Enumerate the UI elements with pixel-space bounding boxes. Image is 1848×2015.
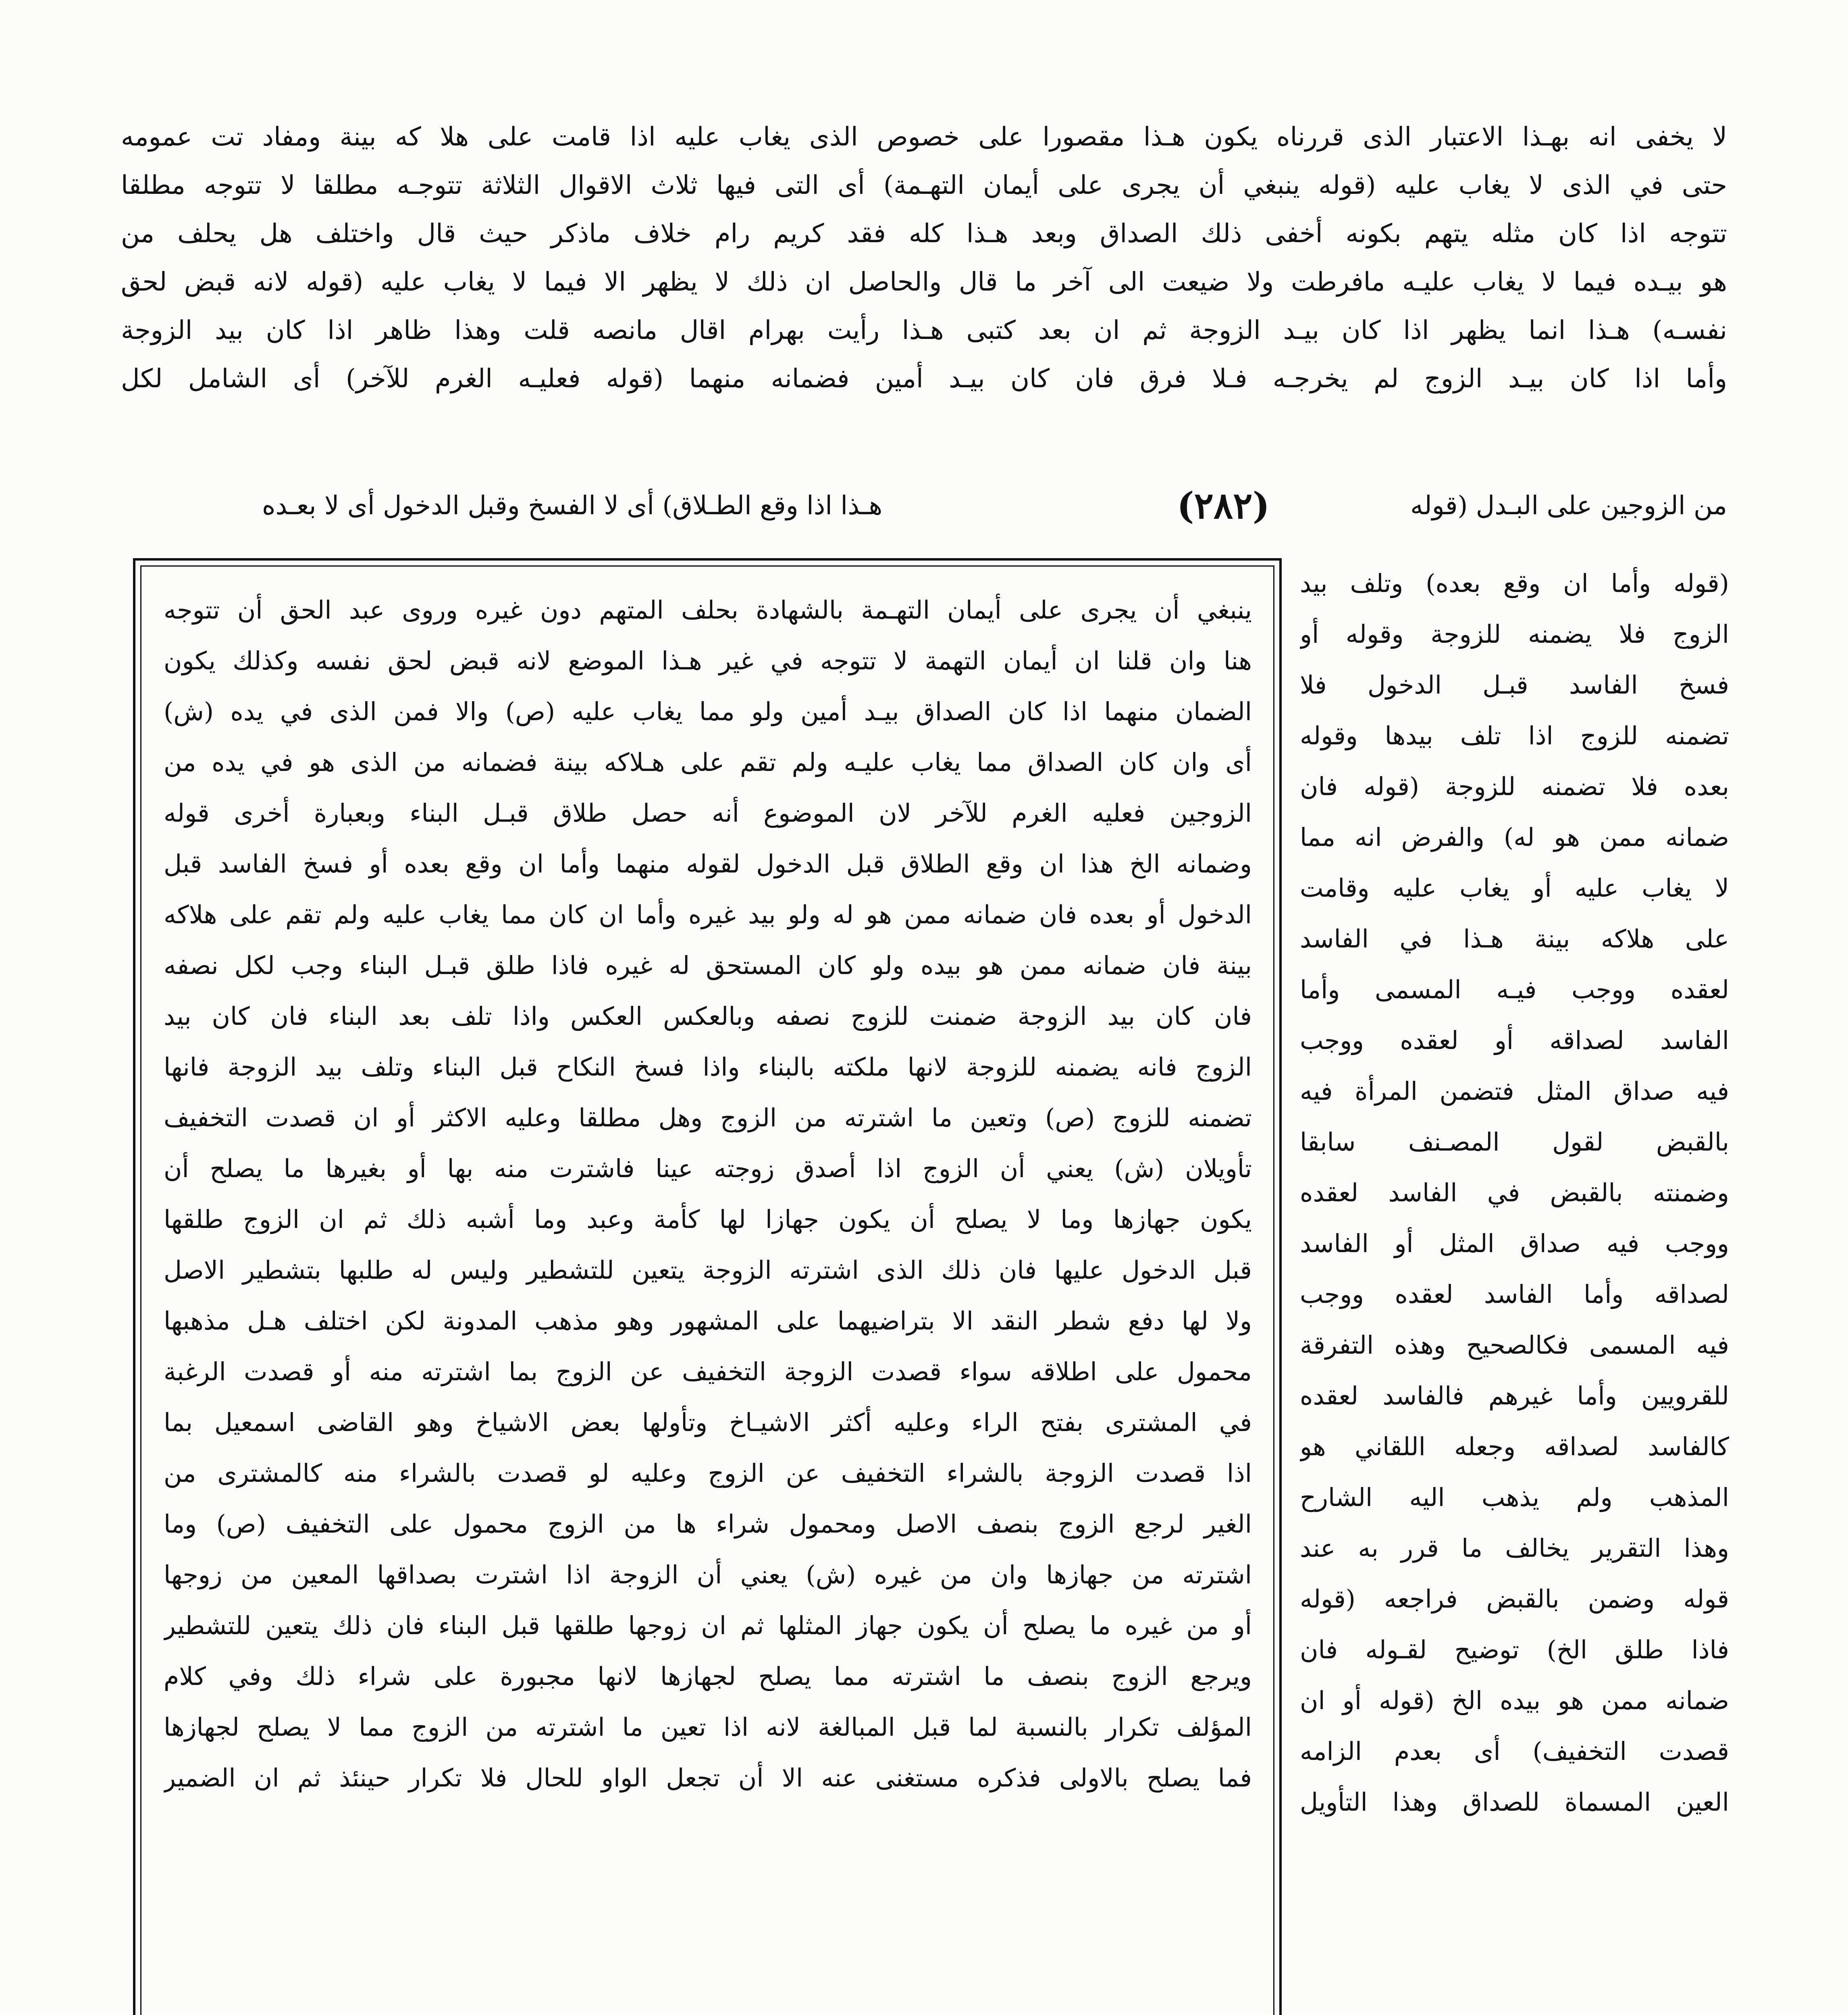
main-line-5: الزوجين فعليه الغرم للآخر لان الموضوع أنه حصل طلاق قبـل البناء وبعبارة أخرى قوله: [164, 798, 1252, 828]
margin-line-20: وهذا التقرير يخالف ما قرر به عند: [1300, 1533, 1729, 1563]
margin-line-23: ضمانه ممن هو بيده الخ (قوله أو ان: [1300, 1686, 1729, 1715]
top-commentary-block: [121, 113, 1727, 403]
margin-line-13: وضمنته بالقبض في الفاسد لعقده: [1300, 1178, 1729, 1207]
main-line-19: الغير لرجع الزوج بنصف الاصل ومحمول شراء ها من الزوج محمول على التخفيف (ص) وما: [164, 1509, 1252, 1539]
margin-line-3: فسخ الفاسد قبـل الدخول فلا: [1300, 670, 1729, 700]
margin-line-5: بعده فلا تضمنه للزوجة (قوله فان: [1300, 772, 1729, 801]
margin-line-22: فاذا طلق الخ) توضيح لقـوله فان: [1300, 1635, 1729, 1664]
main-line-14: قبل الدخول عليها فان ذلك الذى اشترته الزوجة يتعين للتشطير وليس له طلبها بتشطير الاصل: [164, 1255, 1252, 1285]
top-line-5: نفسـه) هـذا انما يظهر اذا كان بيـد الزوجة ثم ان بعد كتبى هـذا رأيت بهرام اقال مانصه قلت وهذا ظاهر اذا كان بيد الزوجة: [121, 316, 1727, 345]
margin-line-14: ووجب فيه صداق المثل أو الفاسد: [1300, 1229, 1729, 1258]
main-line-22: ويرجع الزوج بنصف ما اشترته مما يصلح لجهازها لانها مجبورة على شراء ذلك وفي كلام: [164, 1662, 1252, 1691]
main-line-4: أى وان كان الصداق مما يغاب عليـه ولم تقم على هـلاكه بينة فضمانه من الذى هو في يده من: [164, 748, 1252, 777]
main-line-9: فان كان بيد الزوجة ضمنت للزوج نصفه وبالعكس العكس واذا تلف بعد البناء فان كان بيد: [164, 1001, 1252, 1031]
main-text-column: [164, 585, 1252, 1803]
main-line-3: الضمان منهما اذا كان الصداق بيـد أمين ولو مما يغاب عليه (ص) والا فمن الذى في يده (ش): [164, 697, 1252, 726]
main-line-2: هنا وان قلنا ان أيمان التهمة لا تتوجه في غير هـذا الموضع لانه قبض لحق نفسه وكذلك يكون: [164, 646, 1252, 675]
main-line-20: اشترته من جهازها وان من غيره (ش) يعني أن الزوجة اذا اشترت بصداقها المعين من زوجها: [164, 1560, 1252, 1589]
margin-line-2: الزوج فلا يضمنه للزوجة وقوله أو: [1300, 619, 1729, 649]
margin-line-6: ضمانه ممن هو له) والفرض انه مما: [1300, 823, 1729, 852]
margin-line-17: للقرويين وأما غيرهم فالفاسد لعقده: [1300, 1381, 1729, 1410]
main-line-16: محمول على اطلاقه سواء قصدت الزوجة التخفيف عن الزوج بما اشترته منه أو قصدت الرغبة: [164, 1357, 1252, 1386]
page-number-row-right-text: من الزوجين على البـدل (قوله: [1410, 491, 1727, 521]
main-line-23: المؤلف تكرار بالنسبة لما قبل المبالغة لانه اذا تعين ما اشترته من الزوج مما لا يصلح لجهازها: [164, 1712, 1252, 1742]
page-number: (٢٨٢): [1177, 484, 1270, 527]
margin-line-18: كالفاسد لصداقه وجعله اللقاني هو: [1300, 1432, 1729, 1461]
margin-line-15: لصداقه وأما الفاسد لعقده ووجب: [1300, 1280, 1729, 1309]
main-line-17: في المشترى بفتح الراء وعليه أكثر الاشيـاخ وتأولها بعض الاشياخ وهو القاضى اسمعيل بما: [164, 1408, 1252, 1437]
margin-line-11: فيه صداق المثل فتضمن المرأة فيه: [1300, 1076, 1729, 1106]
margin-line-1: (قوله وأما ان وقع بعده) وتلف بيد: [1300, 569, 1729, 598]
margin-line-21: قوله وضمن بالقبض فراجعه (قوله: [1300, 1584, 1729, 1614]
top-line-3: تتوجه اذا كان مثله يتهم بكونه أخفى ذلك الصداق وبعد هـذا كله فقد كريم رام خلاف ماذكر حيث قال واختلف هل يحلف من: [121, 219, 1727, 249]
top-line-2: حتى في الذى لا يغاب عليه (قوله ينبغي أن يجرى على أيمان التهـمة) أى التى فيها ثلاث الاقوال الثلاثة تتوجـه مطلقا لا تتوجه مطلقا: [121, 170, 1727, 200]
main-line-21: أو من غيره ما يصلح أن يكون جهاز المثلها ثم ان زوجها طلقها قبل البناء فان ذلك يتعين للتشطير: [164, 1611, 1252, 1640]
margin-line-4: تضمنه للزوج اذا تلف بيدها وقوله: [1300, 721, 1729, 750]
margin-line-12: بالقبض لقول المصـنف سابقا: [1300, 1127, 1729, 1157]
margin-commentary-column: [1300, 558, 1729, 1828]
page-number-row: [121, 482, 1727, 530]
top-line-1: لا يخفى انه بهـذا الاعتبار الذى قررناه يكون هـذا مقصورا على خصوص الذى يغاب عليه اذا قامت على هلا كه بينة ومفاد تت عمومه: [121, 122, 1727, 152]
margin-line-7: لا يغاب عليه أو يغاب عليه وقامت: [1300, 873, 1729, 903]
main-line-8: بينة فان ضمانه ممن هو بيده ولو كان المستحق له غيره فاذا طلق قبـل البناء وجب لكل نصفه: [164, 951, 1252, 980]
main-line-13: يكون جهازها وما لا يصلح أن يكون جهازا لها كأمة وعبد وما أشبه ذلك ثم ان الزوج طلقها: [164, 1205, 1252, 1234]
main-line-10: الزوج فانه يضمنه للزوجة لانها ملكته بالبناء واذا فسخ النكاح قبل البناء وتلف بيد الزوجة فانها: [164, 1052, 1252, 1082]
margin-line-19: المذهب ولم يذهب اليه الشارح: [1300, 1483, 1729, 1512]
margin-line-9: لعقده ووجب فيـه المسمى وأما: [1300, 975, 1729, 1004]
page-number-row-left-text: هـذا اذا وقع الطـلاق) أى لا الفسخ وقبل الدخول أى لا بعـده: [262, 491, 883, 521]
main-text-frame: [133, 558, 1282, 2015]
main-line-18: اذا قصدت الزوجة بالشراء التخفيف عن الزوج وعليه لو قصدت بالشراء منه كالمشترى من: [164, 1458, 1252, 1488]
main-line-12: تأويلان (ش) يعني أن الزوج اذا أصدق زوجته عينا فاشترت منه بها أو بغيرها ما يصلح أن: [164, 1154, 1252, 1183]
margin-line-25: العين المسماة للصداق وهذا التأويل: [1300, 1787, 1729, 1817]
margin-line-24: قصدت التخفيف) أى بعدم الزامه: [1300, 1737, 1729, 1766]
main-line-11: تضمنه للزوج (ص) وتعين ما اشترته من الزوج وهل مطلقا وعليه الاكثر أو ان قصدت التخفيف: [164, 1103, 1252, 1132]
margin-line-8: على هلاكه بينة هـذا في الفاسد: [1300, 924, 1729, 953]
margin-line-10: الفاسد لصداقه أو لعقده ووجب: [1300, 1026, 1729, 1055]
top-line-6: وأما اذا كان بيـد الزوج لم يخرجـه فـلا فرق فان كان بيـد أمين فضمانه منهما (قوله فعليـه الغرم للآخر) أى الشامل لكل: [121, 364, 1727, 394]
main-line-6: وضمانه الخ هذا ان وقع الطلاق قبل الدخول لقوله منهما وأما ان وقع بعده أو فسخ الفاسد قبل: [164, 849, 1252, 879]
top-line-4: هو بيـده فيما لا يغاب عليـه مافرطت ولا ضيعت الى آخر ما قال والحاصل ان ذلك لا يظهر الا فيما لا يغاب عليه (قوله لانه قبض لحق: [121, 267, 1727, 297]
main-line-1: ينبغي أن يجرى على أيمان التهـمة بالشهادة بحلف المتهم دون غيره وروى عبد الحق أن تتوجه: [164, 595, 1252, 625]
main-line-7: الدخول أو بعده فان ضمانه ممن هو له ولو بيد غيره وأما ان كان مما يغاب عليه ولم تقم على هلاكه: [164, 900, 1252, 929]
main-line-15: ولا لها دفع شطر النقد الا بتراضيهما على المشهور وهو مذهب المدونة لكن اختلف هـل مذهبها: [164, 1306, 1252, 1336]
main-line-24: فما يصلح بالاولى فذكره مستغنى عنه الا أن تجعل الواو للحال فلا تكرار حينئذ ثم ان الضمير: [164, 1763, 1252, 1793]
margin-line-16: فيه المسمى فكالصحيح وهذه التفرقة: [1300, 1330, 1729, 1360]
